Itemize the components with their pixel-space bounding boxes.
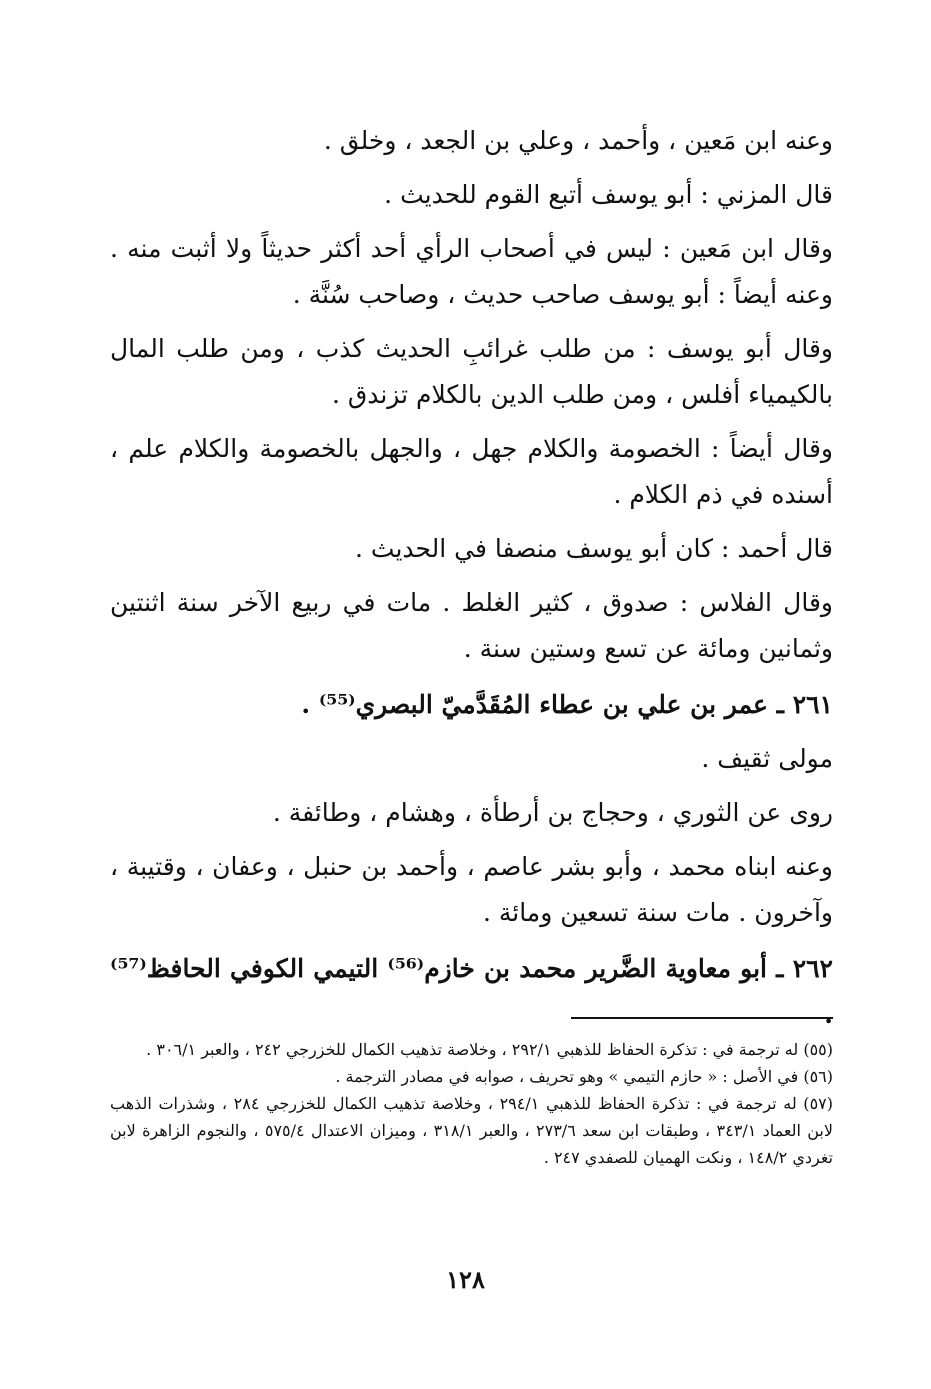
footnote-divider [571, 1017, 833, 1019]
paragraph-10: روى عن الثوري ، وحجاج بن أرطأة ، وهشام ، وطائفة . [272, 798, 833, 827]
page-number: ١٢٨ [446, 1265, 485, 1294]
footnote-57: (٥٧) له ترجمة في : تذكرة الحفاظ للذهبي ٢٩٤/١ ، وخلاصة تذهيب الكمال للخزرجي ٢٨٤ ، وشذرات الذهب لابن العماد ٣٤٣/١ ، وطبقات ابن سعد ٢٧٣/٦ ، والعبر ٣١٨/١ ، وميزان الاعتدال ٥٧٥/٤ ، والنجوم الزاهرة لابن تغردي ١٤٨/٢ ، ونكت الهميان للصفدي ٢٤٧ . [110, 1094, 834, 1167]
paragraph-7: وقال الفلاس : صدوق ، كثير الغلط . مات في ربيع الآخر سنة اثنتين وثمانين ومائة عن تسع وستين سنة . [110, 588, 833, 663]
paragraph-6: قال أحمد : كان أبو يوسف منصفا في الحديث . [355, 534, 833, 563]
paragraph-4: وقال أبو يوسف : من طلب غرائبِ الحديث كذب ، ومن طلب المال بالكيمياء أفلس ، ومن طلب الدين بالكلام تزندق . [110, 334, 833, 409]
main-text [110, 118, 833, 1038]
footnotes [110, 1036, 833, 1171]
footnote-55: (٥٥) له ترجمة في : تذكرة الحفاظ للذهبي ٢٩٢/١ ، وخلاصة تذهيب الكمال للخزرجي ٢٤٢ ، والعبر ٣٠٦/١ . [146, 1040, 833, 1059]
paragraph-3: وقال ابن مَعين : ليس في أصحاب الرأي أحد أكثر حديثاً ولا أثبت منه . وعنه أيضاً : أبو يوسف صاحب حديث ، وصاحب سُنَّة . [110, 234, 833, 309]
paragraph-9: مولى ثقيف . [701, 744, 833, 773]
entry-heading-261: ٢٦١ ـ عمر بن علي بن عطاء المُقَدَّميّ البصري⁽⁵⁵⁾ . [301, 690, 833, 719]
paragraph-11: وعنه ابناه محمد ، وأبو بشر عاصم ، وأحمد بن حنبل ، وعفان ، وقتيبة ، وآخرون . مات سنة تسعين ومائة . [110, 852, 833, 927]
entry-heading-262: ٢٦٢ ـ أبو معاوية الضَّرير محمد بن خازم⁽⁵⁶⁾ التيمي الكوفي الحافظ⁽⁵⁷⁾ . [110, 954, 833, 1029]
paragraph-2: قال المزني : أبو يوسف أتبع القوم للحديث . [384, 180, 833, 209]
paragraph-1: وعنه ابن مَعين ، وأحمد ، وعلي بن الجعد ، وخلق . [323, 126, 833, 155]
paragraph-5: وقال أيضاً : الخصومة والكلام جهل ، والجهل بالخصومة والكلام علم ، أسنده في ذم الكلام . [110, 434, 833, 509]
footnote-56: (٥٦) في الأصل : « حازم التيمي » وهو تحريف ، صوابه في مصادر الترجمة . [335, 1067, 833, 1086]
